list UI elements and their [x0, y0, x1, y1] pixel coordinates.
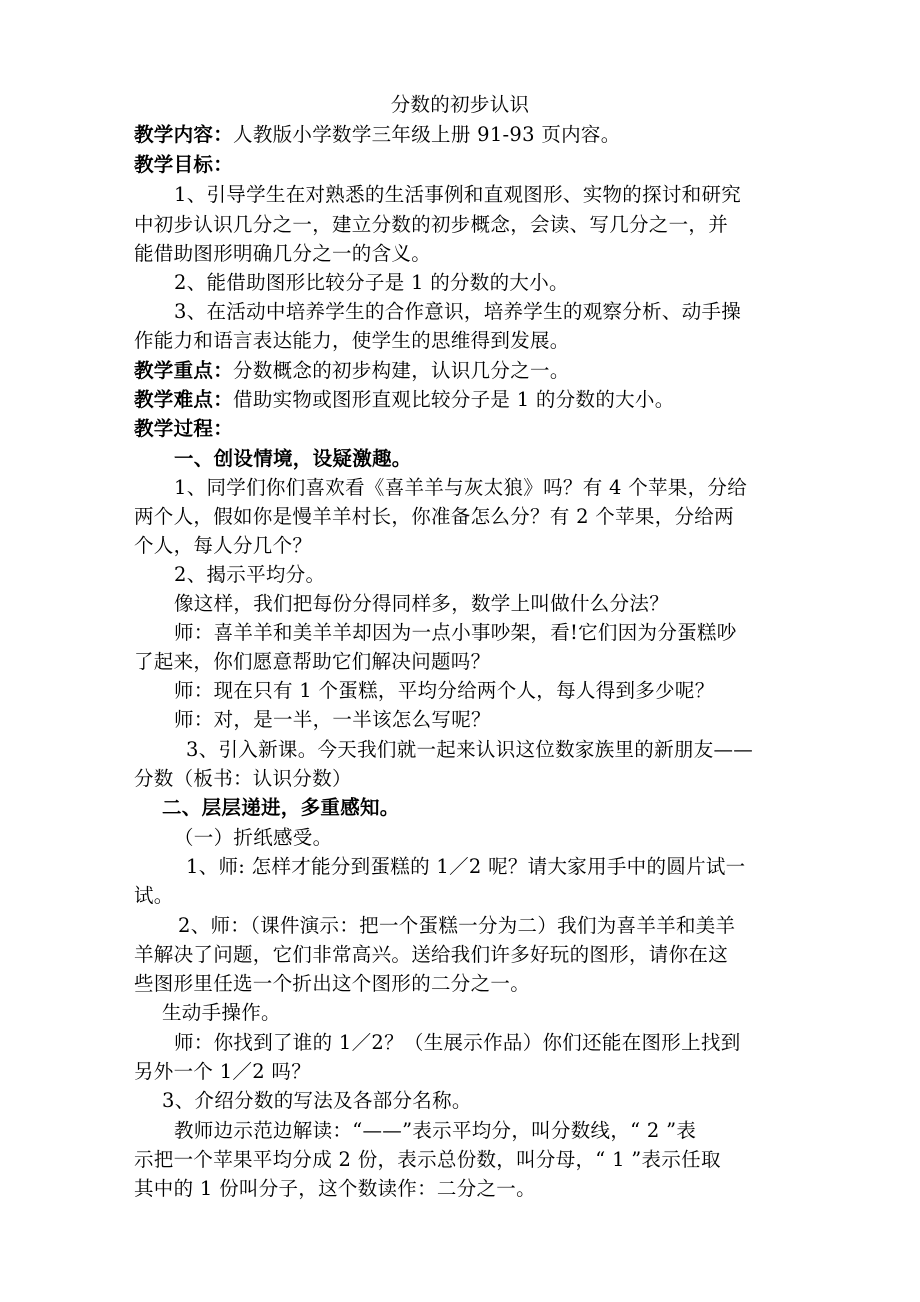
- content-line: [134, 122, 621, 148]
- s2-p2-line-2: 羊解决了问题，它们非常高兴。送给我们许多好玩的图形，请你在这: [134, 943, 729, 966]
- key-point-label: 教学重点：: [134, 359, 234, 382]
- key-point-line: [134, 358, 570, 384]
- goal-1-line-2: 中初步认识几分之一，建立分数的初步概念，会读、写几分之一，并: [134, 213, 729, 236]
- s1-p6: 师：对，是一半，一半该怎么写呢？: [174, 708, 491, 731]
- goals-label: 教学目标：: [134, 153, 234, 176]
- s2-p2-line-3: 些图形里任选一个折出这个图形的二分之一。: [134, 972, 531, 995]
- s2-p1-line-2: 试。: [134, 884, 174, 907]
- s2-p5: 3、介绍分数的写法及各部分名称。: [162, 1089, 472, 1112]
- s1-p3: 像这样，我们把每份分得同样多，数学上叫做什么分法？: [174, 592, 670, 615]
- s1-p1-line-2: 两个人，假如你是慢羊羊村长，你准备怎么分？有 2 个苹果，分给两: [134, 505, 734, 528]
- document-title: 分数的初步认识: [390, 93, 530, 116]
- difficulty-line: [134, 387, 675, 413]
- difficulty-text: 借助实物或图形直观比较分子是 1 的分数的大小。: [233, 388, 675, 411]
- content-label: 教学内容：: [134, 123, 234, 146]
- s2-p6-line-2: 示把一个苹果平均分成 2 份，表示总份数，叫分母，“ 1 ”表示任取: [134, 1148, 721, 1171]
- section-1-title: 一、创设情境，设疑激趣。: [174, 447, 412, 470]
- goal-3-line-1: 3、在活动中培养学生的合作意识，培养学生的观察分析、动手操: [174, 300, 742, 323]
- s1-p7-line-2: 分数（板书：认识分数）: [134, 767, 352, 790]
- s2-p1-line-1: 1、师: 怎样才能分到蛋糕的 1／2 呢？请大家用手中的圆片试一: [186, 855, 746, 878]
- s2-p6-line-3: 其中的 1 份叫分子，这个数读作：二分之一。: [134, 1177, 536, 1200]
- s1-p2: 2、揭示平均分。: [174, 563, 326, 586]
- content-text: 人教版小学数学三年级上册 91-93 页内容。: [233, 123, 621, 146]
- key-point-text: 分数概念的初步构建，认识几分之一。: [233, 359, 570, 382]
- s1-p1-line-1: 1、同学们你们喜欢看《喜羊羊与灰太狼》吗？有 4 个苹果，分给: [174, 476, 748, 499]
- s2-p6-line-1: 教师边示范边解读：“——”表示平均分，叫分数线，“ 2 ”表: [174, 1119, 697, 1142]
- goal-2: 2、能借助图形比较分子是 1 的分数的大小。: [174, 271, 569, 294]
- goal-3-line-2: 作能力和语言表达能力，使学生的思维得到发展。: [134, 329, 570, 352]
- section-2-title: 二、层层递进，多重感知。: [162, 796, 400, 819]
- difficulty-label: 教学难点：: [134, 388, 234, 411]
- s2-p3: 生动手操作。: [162, 1001, 281, 1024]
- s1-p1-line-3: 个人，每人分几个？: [134, 534, 313, 557]
- s2-p2-line-1: 2、师：（课件演示：把一个蛋糕一分为二）我们为喜羊羊和美羊: [178, 914, 736, 937]
- s2-sub-1: （一）折纸感受。: [174, 826, 333, 849]
- s1-p4-line-1: 师：喜羊羊和美羊羊却因为一点小事吵架，看!它们因为分蛋糕吵: [174, 621, 737, 644]
- goal-1-line-1: 1、引导学生在对熟悉的生活事例和直观图形、实物的探讨和研究: [174, 183, 742, 206]
- s2-p4-line-2: 另外一个 1／2 吗？: [134, 1060, 312, 1083]
- s2-p4-line-1: 师：你找到了谁的 1／2？（生展示作品）你们还能在图形上找到: [174, 1031, 741, 1054]
- goal-1-line-3: 能借助图形明确几分之一的含义。: [134, 242, 432, 265]
- process-label: 教学过程：: [134, 417, 234, 440]
- s1-p4-line-2: 了起来，你们愿意帮助它们解决问题吗？: [134, 650, 491, 673]
- s1-p5: 师：现在只有 1 个蛋糕，平均分给两个人，每人得到多少呢？: [174, 679, 715, 702]
- s1-p7-line-1: 3、引入新课。今天我们就一起来认识这位数家族里的新朋友——: [186, 738, 754, 761]
